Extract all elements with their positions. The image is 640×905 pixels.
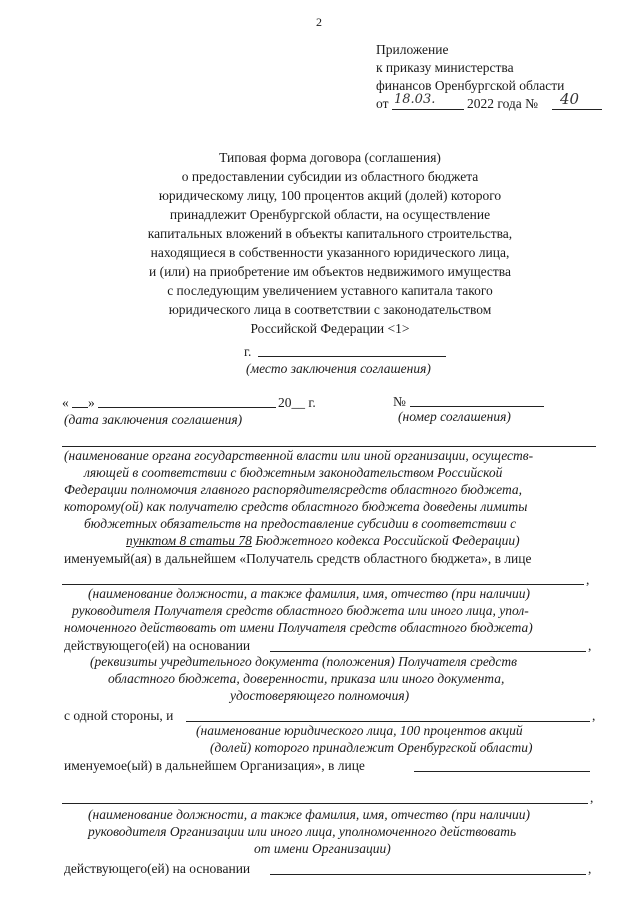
caption-authority: бюджетных обязательств на предоставление субсидии в соответствии с — [84, 516, 517, 531]
appendix-date-prefix: от — [376, 96, 389, 111]
acting-basis-label: действующего(ей) на основании — [64, 638, 251, 653]
month-line — [98, 407, 276, 408]
appendix-line-2: к приказу министерства — [376, 60, 514, 75]
caption-authority: которому(ой) как получателю средств областного бюджета доведены лимиты — [64, 499, 528, 514]
caption-basis: областного бюджета, доверенности, приказа или иного документа, — [108, 671, 505, 686]
title-line: принадлежит Оренбургской области, на осуществление — [169, 207, 491, 222]
appendix-date-line — [392, 109, 464, 110]
place-caption: (место заключения соглашения) — [246, 361, 431, 376]
caption-org-head: руководителя Организации или иного лица, уполномоченного действовать — [88, 824, 517, 839]
caption-authority: Федерации полномочия главного распорядителясредств областного бюджета, — [64, 482, 523, 497]
appendix-number-line — [552, 109, 602, 110]
org-head-line-2 — [62, 803, 588, 804]
appendix-date-handwritten: 18.03. — [394, 92, 436, 107]
title-line: юридического лица в соответствии с законодательством — [168, 302, 492, 317]
title-line: о предоставлении субсидии из областного бюджета — [181, 169, 479, 184]
title-line: находящиеся в собственности указанного юридического лица, — [150, 245, 510, 260]
caption-basis: (реквизиты учредительного документа (положения) Получателя средств — [90, 654, 517, 669]
year-field: 20__ г. — [278, 395, 316, 410]
title-line: и (или) на приобретение им объектов недвижимого имущества — [148, 264, 511, 279]
acting-basis-label-2: действующего(ей) на основании — [64, 861, 251, 876]
appendix-year: 2022 года № — [467, 96, 539, 111]
caption-org-head: (наименование должности, а также фамилия, имя, отчество (при наличии) — [88, 807, 530, 822]
budget-code-link[interactable]: пунктом 8 статьи 78 — [126, 533, 252, 548]
place-prefix: г. — [244, 344, 252, 359]
title-line: Российской Федерации <1> — [250, 321, 410, 336]
number-sign: № — [393, 394, 406, 409]
org-head-line-1 — [414, 771, 590, 772]
comma: , — [586, 572, 590, 587]
caption-authority: (наименование органа государственной власти или иной организации, осуществ- — [64, 448, 534, 463]
quote-open: « — [62, 395, 69, 410]
appendix-line-1: Приложение — [376, 42, 449, 57]
title-line: Типовая форма договора (соглашения) — [219, 150, 441, 165]
comma: , — [592, 708, 596, 723]
appendix-number-handwritten: 40 — [560, 90, 580, 108]
comma: , — [588, 638, 592, 653]
quote-close: » — [88, 395, 95, 410]
title-line: юридическому лицу, 100 процентов акций (долей) которого — [158, 188, 502, 203]
caption-recipient-head: (наименование должности, а также фамилия, имя, отчество (при наличии) — [88, 586, 530, 601]
title-line: с последующим увеличением уставного капитала такого — [167, 283, 493, 298]
caption-authority-last — [126, 532, 520, 549]
number-line — [410, 406, 544, 407]
place-line — [258, 356, 446, 357]
caption-organization: (наименование юридического лица, 100 процентов акций — [196, 723, 523, 738]
appendix-line-3: финансов Оренбургской области — [376, 78, 565, 93]
date-caption: (дата заключения соглашения) — [64, 412, 243, 427]
acting-basis-line — [270, 651, 586, 652]
acting-basis-line-2 — [270, 874, 586, 875]
named-organization-text: именуемое(ый) в дальнейшем Организация», в лице — [64, 758, 365, 773]
document-title — [70, 148, 590, 338]
number-caption: (номер соглашения) — [398, 409, 511, 424]
one-side-text: с одной стороны, и — [64, 708, 174, 723]
comma: , — [588, 861, 592, 876]
caption-organization: (долей) которого принадлежит Оренбургской области) — [210, 740, 533, 755]
caption-authority-rest: Бюджетного кодекса Российской Федерации) — [251, 533, 520, 548]
caption-authority: ляющей в соответствии с бюджетным законодательством Российской — [84, 465, 503, 480]
day-line — [72, 407, 88, 408]
title-line: капитальных вложений в объекты капитального строительства, — [147, 226, 513, 241]
caption-recipient-head: руководителя Получателя средств областного бюджета или иного лица, упол- — [72, 603, 529, 618]
page-number: 2 — [316, 15, 322, 29]
caption-org-head: от имени Организации) — [254, 841, 391, 856]
comma: , — [590, 790, 594, 805]
named-recipient-text: именуемый(ая) в дальнейшем «Получатель средств областного бюджета», в лице — [64, 551, 532, 566]
caption-recipient-head: номоченного действовать от имени Получателя средств областного бюджета) — [64, 620, 533, 635]
caption-basis: удостоверяющего полномочия) — [230, 688, 410, 703]
